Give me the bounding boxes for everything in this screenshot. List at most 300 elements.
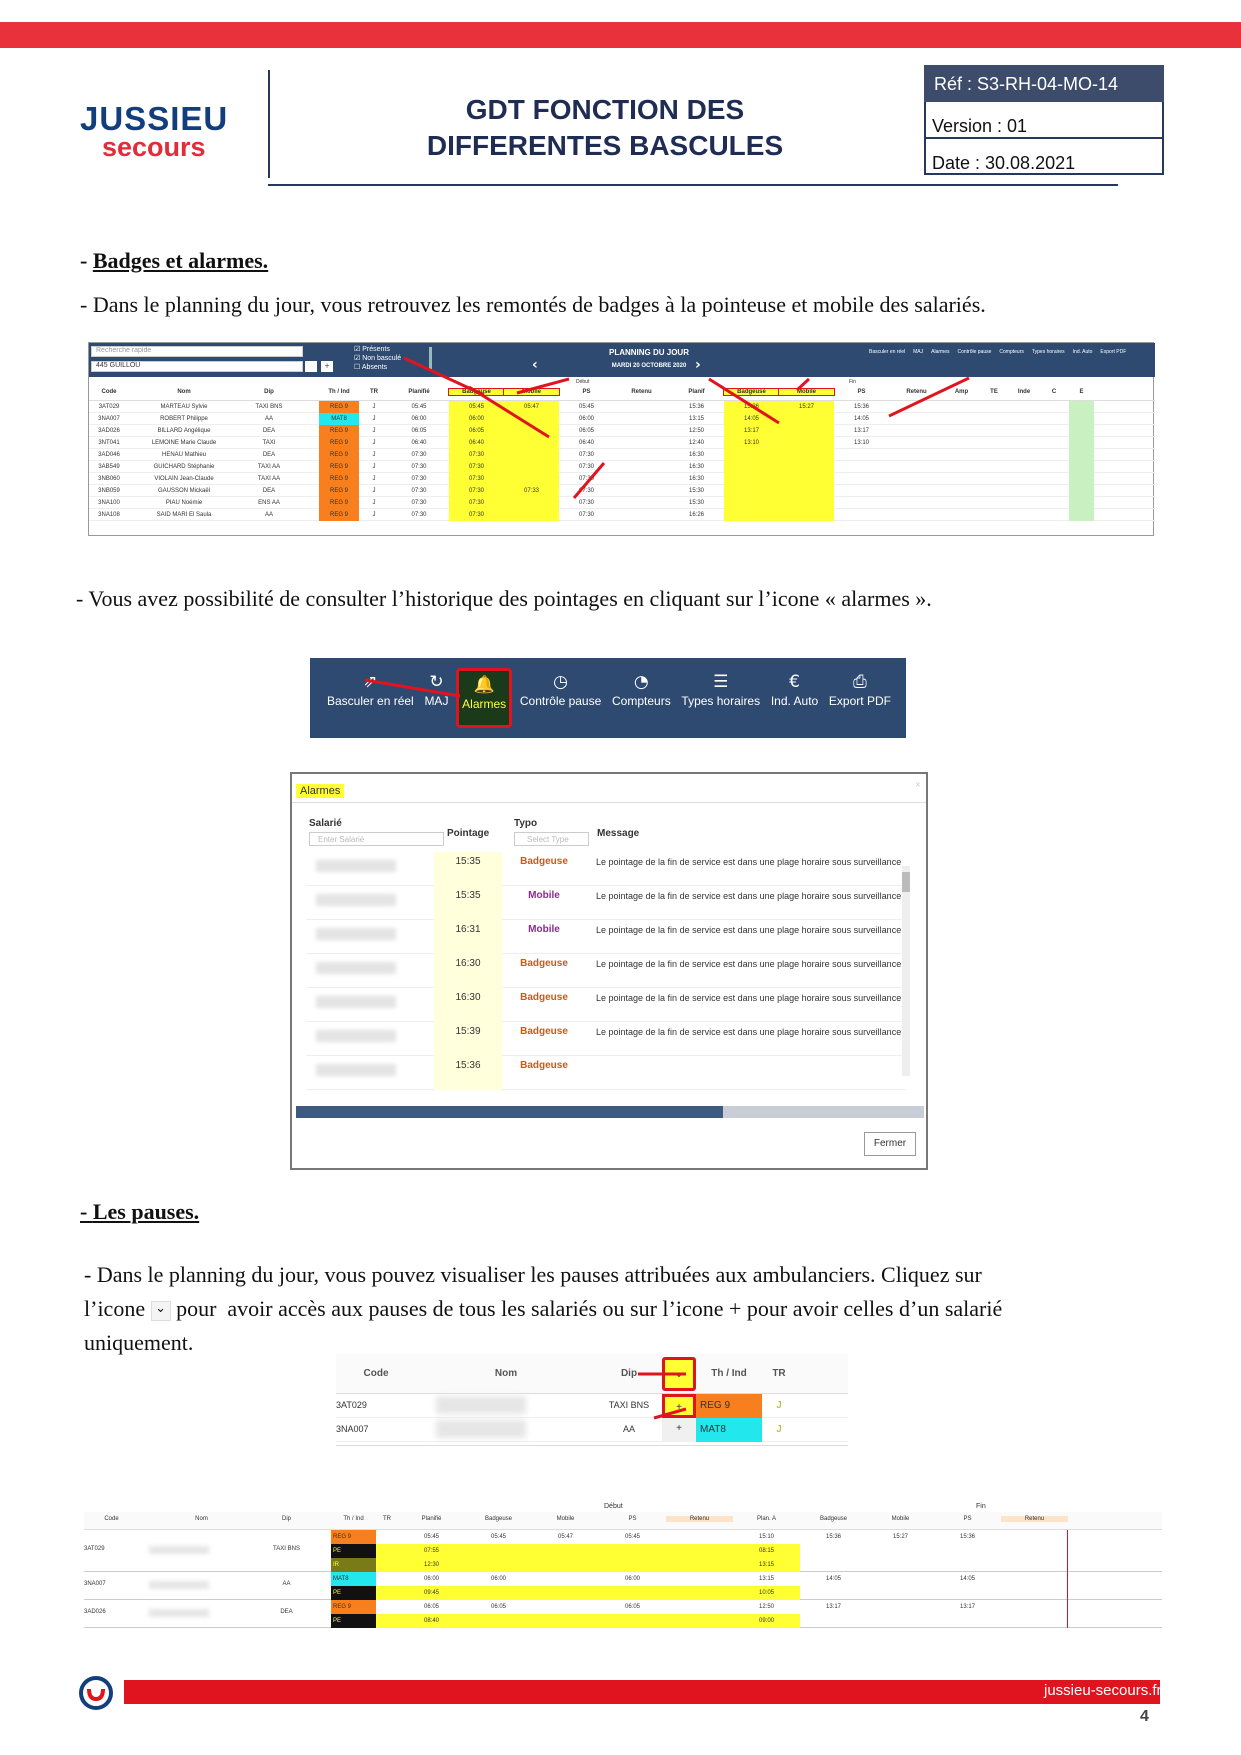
progress-track xyxy=(296,1106,924,1118)
pause-cell: 15:36 xyxy=(825,1534,841,1540)
toolbar-icon: € xyxy=(789,672,800,692)
planning-cell: 3NB059 xyxy=(98,488,120,494)
salarie-blurred xyxy=(316,1064,396,1076)
planning-cell: J xyxy=(372,500,376,506)
pause-cell xyxy=(800,1614,867,1628)
pause-col-header[interactable]: PS xyxy=(963,1516,972,1522)
planning-cell: REG 9 xyxy=(319,473,359,485)
planning-cell: 3AB549 xyxy=(98,464,120,470)
planning-cell: 07:33 xyxy=(504,485,559,497)
pause-cell: 13:15 xyxy=(758,1562,774,1568)
alarme-message: Le pointage de la fin de service est dans une plage horaire sous surveillance xyxy=(596,857,902,867)
mini-controle[interactable]: Contrôle pause xyxy=(957,349,992,355)
pause-cell: 06:00 xyxy=(423,1576,439,1582)
planning-cell: DEA xyxy=(262,452,276,458)
planning-cell: 07:30 xyxy=(411,476,427,482)
pause-cell: 13:17 xyxy=(825,1604,841,1610)
alarme-type: Badgeuse xyxy=(520,1026,568,1037)
pause-cell xyxy=(867,1614,934,1628)
pause-cell: 08:15 xyxy=(758,1548,774,1554)
pauses-table-screenshot: Début Fin Code Nom Dip Th / Ind TR Planifié Badgeuse Mobile PS Retenu Plan. A Badgeuse Mobile PS Retenu 3AT029 TAXI BNS REG 9 05:45 05:45 05:47 05:45 15:10 15:36 15:27 15:36 PE 07:55 08:15 IR 12:30 13:15 3NA007 AA MAT8 06:00 06:00 06:00 13:15 14:05 14:05 PE 09:45 10:05 3AD026 DEA REG 9 06:05 06:05 06:05 12:50 13:17 13:17 PE 08:40 09:00 xyxy=(84,1500,1162,1642)
planning-cell: 06:00 xyxy=(578,416,594,422)
pause-cell xyxy=(867,1558,934,1572)
alarme-type: Mobile xyxy=(528,924,560,935)
pause-cell: 07:55 xyxy=(423,1548,439,1554)
alarme-pointage: 16:30 xyxy=(434,954,502,988)
planning-cell: J xyxy=(372,440,376,446)
arrow-mobile-debut xyxy=(517,379,569,393)
planning-cell: 12:50 xyxy=(688,428,704,434)
alarme-pointage: 15:39 xyxy=(434,1022,502,1056)
header-rule xyxy=(268,184,1118,186)
planning-cell: 15:36 xyxy=(853,404,869,410)
alarme-pointage: 16:31 xyxy=(434,920,502,954)
planning-cell: REG 9 xyxy=(319,461,359,473)
pause-col-header[interactable]: TR xyxy=(383,1516,391,1522)
logo-secours: secours xyxy=(102,132,206,162)
planning-cell: TAXI AA xyxy=(257,476,281,482)
planning-cell: 15:36 xyxy=(724,401,779,413)
alarme-type: Badgeuse xyxy=(520,958,568,969)
toolbar-icon: ◔ xyxy=(633,672,649,692)
pause-th: IR xyxy=(331,1558,376,1572)
pause-cell xyxy=(532,1600,599,1614)
pause-cell xyxy=(867,1572,934,1586)
planning-cell: 06:05 xyxy=(449,425,504,437)
pause-col-header[interactable]: Dip xyxy=(281,1516,291,1522)
alarme-type: Badgeuse xyxy=(520,856,568,867)
planning-cell: HENAU Mathieu xyxy=(161,452,206,458)
pause-cell: 05:45 xyxy=(624,1534,640,1540)
pause-cell: 08:40 xyxy=(423,1618,439,1624)
planning-cell: J xyxy=(372,416,376,422)
toolbar-icon: ⎙ xyxy=(853,672,867,692)
planning-col-header[interactable]: E xyxy=(1079,389,1084,395)
pause-th: REG 9 xyxy=(331,1600,376,1614)
pause-th: PE xyxy=(331,1614,376,1628)
planning-cell: 15:27 xyxy=(779,401,834,413)
planning-col-header[interactable]: C xyxy=(1051,389,1057,395)
alarme-row[interactable] xyxy=(306,988,906,1022)
small-dip: TAXI BNS xyxy=(608,1400,650,1410)
prev-day-icon[interactable]: ‹ xyxy=(532,357,538,373)
pause-col-header[interactable]: Retenu xyxy=(666,1516,733,1522)
pause-cell: 15:10 xyxy=(758,1534,774,1540)
progress-fill xyxy=(296,1106,723,1118)
planning-col-header[interactable]: Planifié xyxy=(408,389,430,395)
pause-retenu-fin xyxy=(1001,1530,1068,1544)
footer-logo-icon xyxy=(76,1675,116,1711)
alarme-row[interactable] xyxy=(306,920,906,954)
alarme-message: Le pointage de la fin de service est dans une plage horaire sous surveillance xyxy=(596,959,902,969)
planning-cell: REG 9 xyxy=(319,449,359,461)
planning-cell: 3AD046 xyxy=(98,452,120,458)
planning-col-header[interactable]: Badgeuse xyxy=(449,389,504,395)
pause-col-header[interactable]: Badgeuse xyxy=(819,1516,848,1522)
small-col-header[interactable]: TR xyxy=(772,1368,786,1379)
planning-cell: 14:05 xyxy=(724,413,779,425)
planning-col-header[interactable]: PS xyxy=(857,389,866,395)
planning-cell: 05:45 xyxy=(411,404,427,410)
planning-title: PLANNING DU JOUR xyxy=(608,348,689,357)
pause-col-header[interactable]: Planifié xyxy=(421,1516,442,1522)
planning-cell: 07:30 xyxy=(411,488,427,494)
alarme-pointage: 15:36 xyxy=(434,1056,502,1090)
pause-code: 3AT029 xyxy=(84,1546,105,1552)
planning-cell: 07:30 xyxy=(411,452,427,458)
mini-indauto[interactable]: Ind. Auto xyxy=(1072,349,1093,355)
small-plus-button[interactable]: + xyxy=(662,1418,696,1442)
pause-col-header[interactable]: PS xyxy=(628,1516,637,1522)
alarme-message: Le pointage de la fin de service est dans une plage horaire sous surveillance xyxy=(596,925,902,935)
planning-col-header[interactable]: Retenu xyxy=(906,389,927,395)
alarme-pointage: 15:35 xyxy=(434,852,502,886)
pause-retenu-fin xyxy=(1001,1600,1068,1614)
mini-alarmes[interactable]: Alarmes xyxy=(931,349,950,355)
toolbar-icon: ↻ xyxy=(429,672,444,692)
pause-cell: 12:30 xyxy=(423,1562,439,1568)
small-tr: J xyxy=(776,1400,782,1411)
search-input[interactable]: Recherche rapide xyxy=(91,346,303,357)
small-plus-button[interactable]: + xyxy=(662,1394,696,1418)
planning-cell: 07:30 xyxy=(578,476,594,482)
planning-cell: 07:30 xyxy=(411,464,427,470)
planning-col-header[interactable]: Retenu xyxy=(631,389,652,395)
planning-cell: 07:30 xyxy=(449,509,504,521)
planning-cell: AA xyxy=(264,416,273,422)
pause-cell: 06:05 xyxy=(423,1604,439,1610)
alarme-row[interactable] xyxy=(306,886,906,920)
pause-col-header[interactable]: Code xyxy=(104,1516,119,1522)
planning-cell: 3NB060 xyxy=(98,476,120,482)
arrow-mobile-row xyxy=(574,463,604,498)
small-code: 3NA007 xyxy=(336,1424,369,1434)
mini-types[interactable]: Types horaires xyxy=(1031,349,1065,355)
alarmes-list[interactable] xyxy=(306,852,906,1071)
document-title: GDT FONCTION DES DIFFERENTES BASCULES xyxy=(426,94,784,161)
pause-cell xyxy=(867,1544,934,1558)
pause-cell xyxy=(532,1544,599,1558)
planning-cell: 14:05 xyxy=(853,416,869,422)
arrow-alarmes xyxy=(365,680,460,696)
section-pauses-para-b: l’icone ⌄ pour avoir accès aux pauses de tous les salariés ou sur l’icone + pour avoir celles d’un salarié xyxy=(84,1296,1003,1321)
pause-cell: 14:05 xyxy=(959,1576,975,1582)
planning-col-header[interactable]: Dip xyxy=(264,389,274,395)
footer-website[interactable]: jussieu-secours.fr xyxy=(1044,1682,1162,1699)
planning-cell: REG 9 xyxy=(319,425,359,437)
pause-col-header[interactable]: Mobile xyxy=(556,1516,575,1522)
pause-th: MAT8 xyxy=(331,1572,376,1586)
pause-cell xyxy=(934,1558,1001,1572)
toolbar-label: MAJ xyxy=(424,694,449,708)
planning-cell: 05:45 xyxy=(578,404,594,410)
alarme-pointage: 16:30 xyxy=(434,988,502,1022)
planning-cell: J xyxy=(372,476,376,482)
planning-cell: ROBERT Philippe xyxy=(160,416,208,422)
alarme-pointage: 15:35 xyxy=(434,886,502,920)
planning-cell: TAXI AA xyxy=(257,464,281,470)
planning-cell: 06:40 xyxy=(411,440,427,446)
planning-col-header[interactable]: Badgeuse xyxy=(724,389,779,395)
pause-retenu-fin xyxy=(1001,1572,1068,1586)
pause-cell: 09:45 xyxy=(423,1590,439,1596)
planning-cell: TAXI xyxy=(262,440,276,446)
small-th: REG 9 xyxy=(696,1394,762,1418)
salarie-blurred xyxy=(316,860,396,872)
mini-export[interactable]: Export PDF xyxy=(1100,349,1127,355)
toolbar-icon: ⇗ xyxy=(363,672,378,692)
planning-cell: MARTEAU Sylvie xyxy=(160,404,208,410)
planning-cell: TAXI BNS xyxy=(255,404,283,410)
pause-cell: 05:45 xyxy=(423,1534,439,1540)
site-select[interactable]: 445 GUILLOU xyxy=(91,361,303,372)
pause-group[interactable] xyxy=(84,1530,1162,1572)
small-col-header[interactable]: Th / Ind xyxy=(711,1368,747,1379)
salarie-blurred xyxy=(316,1030,396,1042)
planning-col-header[interactable]: Nom xyxy=(177,389,191,395)
pause-cell xyxy=(532,1586,599,1600)
planning-cell: 15:30 xyxy=(688,500,704,506)
planning-cell: 07:30 xyxy=(449,485,504,497)
toolbar-label: Basculer en réel xyxy=(327,694,414,708)
planning-cell: 15:30 xyxy=(688,488,704,494)
pause-cell: 06:00 xyxy=(490,1576,506,1582)
small-col-header[interactable]: Code xyxy=(363,1368,389,1379)
salarie-blurred xyxy=(316,962,396,974)
planning-cell: REG 9 xyxy=(319,401,359,413)
planning-cell: 07:30 xyxy=(578,464,594,470)
alarme-message: Le pointage de la fin de service est dans une plage horaire sous surveillance xyxy=(596,1027,902,1037)
pause-col-header[interactable]: Mobile xyxy=(891,1516,910,1522)
planning-cell: 07:30 xyxy=(578,452,594,458)
arrow-mobile-fin-row xyxy=(889,378,969,416)
section-pauses-para-c: uniquement. xyxy=(84,1330,194,1355)
mini-maj[interactable]: MAJ xyxy=(913,349,924,355)
pause-cell: 13:17 xyxy=(959,1604,975,1610)
planning-col-header[interactable]: PS xyxy=(582,389,591,395)
planning-cell: 13:17 xyxy=(853,428,869,434)
mini-basculer[interactable]: Basculer en réel xyxy=(869,349,906,355)
toolbar-icon: ☰ xyxy=(713,672,729,692)
planning-cell: LEMOINE Marie Claude xyxy=(151,440,217,446)
planning-col-header[interactable]: Inde xyxy=(1017,389,1031,395)
pause-retenu-fin xyxy=(1001,1614,1068,1628)
pause-th: REG 9 xyxy=(331,1530,376,1544)
planning-cell: DEA xyxy=(262,488,276,494)
pause-nom-blurred xyxy=(149,1609,209,1617)
small-code: 3AT029 xyxy=(336,1400,367,1410)
planning-cell: 16:26 xyxy=(688,512,704,518)
pause-retenu-fin xyxy=(1001,1558,1068,1572)
planning-cell: 07:30 xyxy=(578,488,594,494)
small-table-screenshot xyxy=(336,1354,848,1446)
salarie-filter-input[interactable]: Enter Salarié xyxy=(309,832,444,846)
chevron-down-icon: ⌄ xyxy=(151,1301,171,1321)
version: Version : 01 xyxy=(924,102,1164,139)
pause-cell xyxy=(465,1586,532,1600)
planning-col-header[interactable]: TE xyxy=(990,389,998,395)
planning-cell: J xyxy=(372,404,376,410)
toolbar-label: Compteurs xyxy=(612,694,671,708)
pause-cell xyxy=(934,1586,1001,1600)
small-col-header[interactable]: ⌄ xyxy=(662,1357,696,1391)
planning-col-header[interactable]: TR xyxy=(370,389,378,395)
pause-cell: 05:47 xyxy=(557,1534,573,1540)
planning-cell: 07:30 xyxy=(578,500,594,506)
mini-compteurs[interactable]: Compteurs xyxy=(999,349,1024,355)
toolbar-label: Export PDF xyxy=(828,694,891,708)
toolbar-label: Alarmes xyxy=(462,697,507,711)
pause-group[interactable] xyxy=(84,1572,1162,1600)
alarme-row[interactable] xyxy=(306,1056,906,1090)
planning-cell: 3NT041 xyxy=(98,440,120,446)
small-col-header[interactable]: Dip xyxy=(620,1368,638,1379)
pause-cell xyxy=(532,1614,599,1628)
pause-cell xyxy=(599,1544,666,1558)
alarme-row[interactable] xyxy=(306,1022,906,1056)
planning-col-header[interactable]: Mobile xyxy=(504,389,559,395)
pause-cell xyxy=(867,1586,934,1600)
planning-cell: PIAU Noémie xyxy=(165,500,203,506)
planning-col-header[interactable]: Amp xyxy=(954,389,969,395)
small-th: MAT8 xyxy=(696,1418,762,1442)
planning-cell: REG 9 xyxy=(319,485,359,497)
fermer-button[interactable]: Fermer xyxy=(864,1132,916,1156)
toolbar-icon: 🔔 xyxy=(473,675,495,695)
pause-cell: 13:15 xyxy=(758,1576,774,1582)
pause-dip: TAXI BNS xyxy=(273,1546,300,1552)
planning-col-header[interactable]: Mobile xyxy=(779,389,834,395)
alarme-row[interactable] xyxy=(306,852,906,886)
pause-cell: 06:05 xyxy=(624,1604,640,1610)
section-badges-para2: - Vous avez possibilité de consulter l’historique des pointages en cliquant sur l’icone « alarmes ». xyxy=(76,586,932,611)
pause-col-header[interactable]: Retenu xyxy=(1001,1516,1068,1522)
salarie-blurred xyxy=(316,996,396,1008)
toolbar-screenshot xyxy=(310,658,906,738)
header-divider xyxy=(268,70,270,178)
planning-cell: 06:40 xyxy=(578,440,594,446)
section-pauses-para-a: - Dans le planning du jour, vous pouvez visualiser les pauses attribuées aux ambulanciers. Cliquez sur xyxy=(84,1262,982,1287)
pause-cell: 10:05 xyxy=(758,1590,774,1596)
planning-date: MARDI 20 OCTOBRE 2020 xyxy=(611,363,687,369)
pause-col-header[interactable]: Plan. A xyxy=(756,1516,776,1522)
planning-cell: 13:10 xyxy=(724,437,779,449)
alarme-type: Mobile xyxy=(528,890,560,901)
planning-cell: 06:00 xyxy=(411,416,427,422)
planning-cell: 06:40 xyxy=(449,437,504,449)
pause-th: PE xyxy=(331,1544,376,1558)
planning-cell: 3NA007 xyxy=(98,416,120,422)
toolbar-label: Ind. Auto xyxy=(770,694,819,708)
planning-col-header[interactable]: Th / Ind xyxy=(328,389,350,395)
planning-cell: 3NA100 xyxy=(98,500,120,506)
salarie-blurred xyxy=(316,894,396,906)
small-col-header[interactable]: Nom xyxy=(494,1368,518,1379)
pause-nom-blurred xyxy=(149,1546,209,1554)
planning-screenshot: Recherche rapide 445 GUILLOU + ☑ Présents ☑ Non basculé ☐ Absents PLANNING DU JOUR MARDI 20 OCTOBRE 2020 ‹ › Basculer en réel MAJ Alarmes Contrôle pause Compteurs Types horaires Ind. Auto Export PDF Début Fin Code Nom Dip Th / Ind TR Planifié Badgeuse Mobile PS Retenu Planif Badgeuse Mobile PS Retenu Amp TE Inde C E 3AT029 MARTEAU Sylvie TAXI BNS REG 9 J 05:45 05:45 05:47 05:45 15:36 15:36 15:27 15:36 3NA007 ROBERT Philippe AA MAT8 J 06:00 06:00 06:00 13:15 14:05 14:05 3AD026 BILLARD Angélique DEA REG 9 J 06:05 06:05 06:05 12:50 13:17 13:17 3NT041 LEMOINE Marie Claude TAXI REG 9 J 06:40 06:40 06:40 12:40 13:10 13:10 3AD046 HENAU Mathieu DEA REG 9 J 07:30 07:30 07:30 16:30 3AB549 GUICHARD Stéphanie TAXI AA REG 9 J 07:30 07:30 07:30 16:30 3NB060 VIOLAIN Jean-Claude TAXI AA REG 9 J 07:30 07:30 07:30 16:30 3NB059 GAUSSON Mickaël DEA REG 9 J 07:30 07:30 07:33 07:30 15:30 3NA100 PIAU Noémie ENS AA REG 9 J 07:30 07:30 07:30 15:30 3NA108 SAID MARI El Saula AA REG 9 J 07:30 07:30 07:30 16:26 xyxy=(88,342,1154,536)
planning-cell: 16:30 xyxy=(688,464,704,470)
planning-col-header[interactable]: Planif xyxy=(688,389,705,395)
pause-retenu-fin xyxy=(1001,1544,1068,1558)
planning-cell: REG 9 xyxy=(319,497,359,509)
pause-cell: 15:36 xyxy=(959,1534,975,1540)
planning-cell: 3AT029 xyxy=(98,404,120,410)
add-button[interactable]: + xyxy=(321,361,333,372)
section-pauses-heading: - Les pauses. xyxy=(80,1199,200,1224)
pause-group[interactable] xyxy=(84,1600,1162,1628)
pause-cell xyxy=(465,1544,532,1558)
pause-col-header[interactable]: Nom xyxy=(195,1516,208,1522)
planning-col-header[interactable]: Code xyxy=(101,389,117,395)
alarme-row[interactable] xyxy=(306,954,906,988)
pause-cell xyxy=(599,1614,666,1628)
small-dip: AA xyxy=(622,1424,635,1434)
pause-cell: 09:00 xyxy=(758,1618,774,1624)
scrollbar[interactable] xyxy=(902,866,910,1076)
planning-cell: 05:45 xyxy=(449,401,504,413)
planning-cell: REG 9 xyxy=(319,437,359,449)
planning-cell: J xyxy=(372,464,376,470)
pause-cell xyxy=(800,1558,867,1572)
planning-cell: MAT8 xyxy=(319,413,359,425)
pause-nom-blurred xyxy=(149,1581,209,1589)
pause-cell xyxy=(465,1614,532,1628)
planning-cell: 07:30 xyxy=(411,500,427,506)
close-icon[interactable]: × xyxy=(915,780,921,791)
planning-cell: 16:30 xyxy=(688,476,704,482)
planning-cell: 07:30 xyxy=(449,461,504,473)
planning-cell: 07:30 xyxy=(449,473,504,485)
date: Date : 30.08.2021 xyxy=(932,153,1076,173)
planning-cell: 13:15 xyxy=(688,416,704,422)
planning-cell: 06:00 xyxy=(449,413,504,425)
pause-cell xyxy=(532,1558,599,1572)
pause-col-header[interactable]: Th / Ind xyxy=(343,1516,364,1522)
alarmes-title: Alarmes xyxy=(296,784,344,798)
arrow-plus xyxy=(654,1409,686,1418)
footer-red-bar xyxy=(124,1680,1160,1704)
planning-cell: VIOLAIN Jean-Claude xyxy=(154,476,214,482)
filter-checkboxes[interactable]: ☑ Présents ☑ Non basculé ☐ Absents xyxy=(354,346,402,371)
planning-cell: GAUSSON Mickaël xyxy=(157,488,210,494)
planning-cell: J xyxy=(372,452,376,458)
pause-code: 3AD026 xyxy=(84,1609,106,1615)
planning-cell: AA xyxy=(264,512,273,518)
toolbar-label: Types horaires xyxy=(681,694,761,708)
planning-cell: 07:30 xyxy=(578,512,594,518)
small-tr: J xyxy=(776,1424,782,1435)
planning-cell: 15:36 xyxy=(688,404,704,410)
planning-cell: J xyxy=(372,512,376,518)
section-badges-heading: - Badges et alarmes. xyxy=(80,248,269,273)
next-day-icon[interactable]: › xyxy=(695,357,701,373)
toolbar-label: Contrôle pause xyxy=(519,694,602,708)
pause-dip: AA xyxy=(282,1581,291,1587)
pause-col-header[interactable]: Badgeuse xyxy=(484,1516,513,1522)
planning-cell: ENS AA xyxy=(258,500,280,506)
planning-cell: SAID MARI El Saula xyxy=(156,512,212,518)
planning-cell: J xyxy=(372,488,376,494)
top-red-bar xyxy=(0,22,1241,48)
alarme-type: Badgeuse xyxy=(520,1060,568,1071)
type-filter-select[interactable]: Select Type xyxy=(514,832,589,846)
planning-cell: GUICHARD Stéphanie xyxy=(153,464,215,470)
pause-cell xyxy=(599,1586,666,1600)
pause-code: 3NA007 xyxy=(84,1581,106,1587)
toolbar-icon: ◷ xyxy=(553,672,568,692)
pause-cell xyxy=(800,1544,867,1558)
reference: Réf : S3-RH-04-MO-14 xyxy=(924,65,1164,102)
